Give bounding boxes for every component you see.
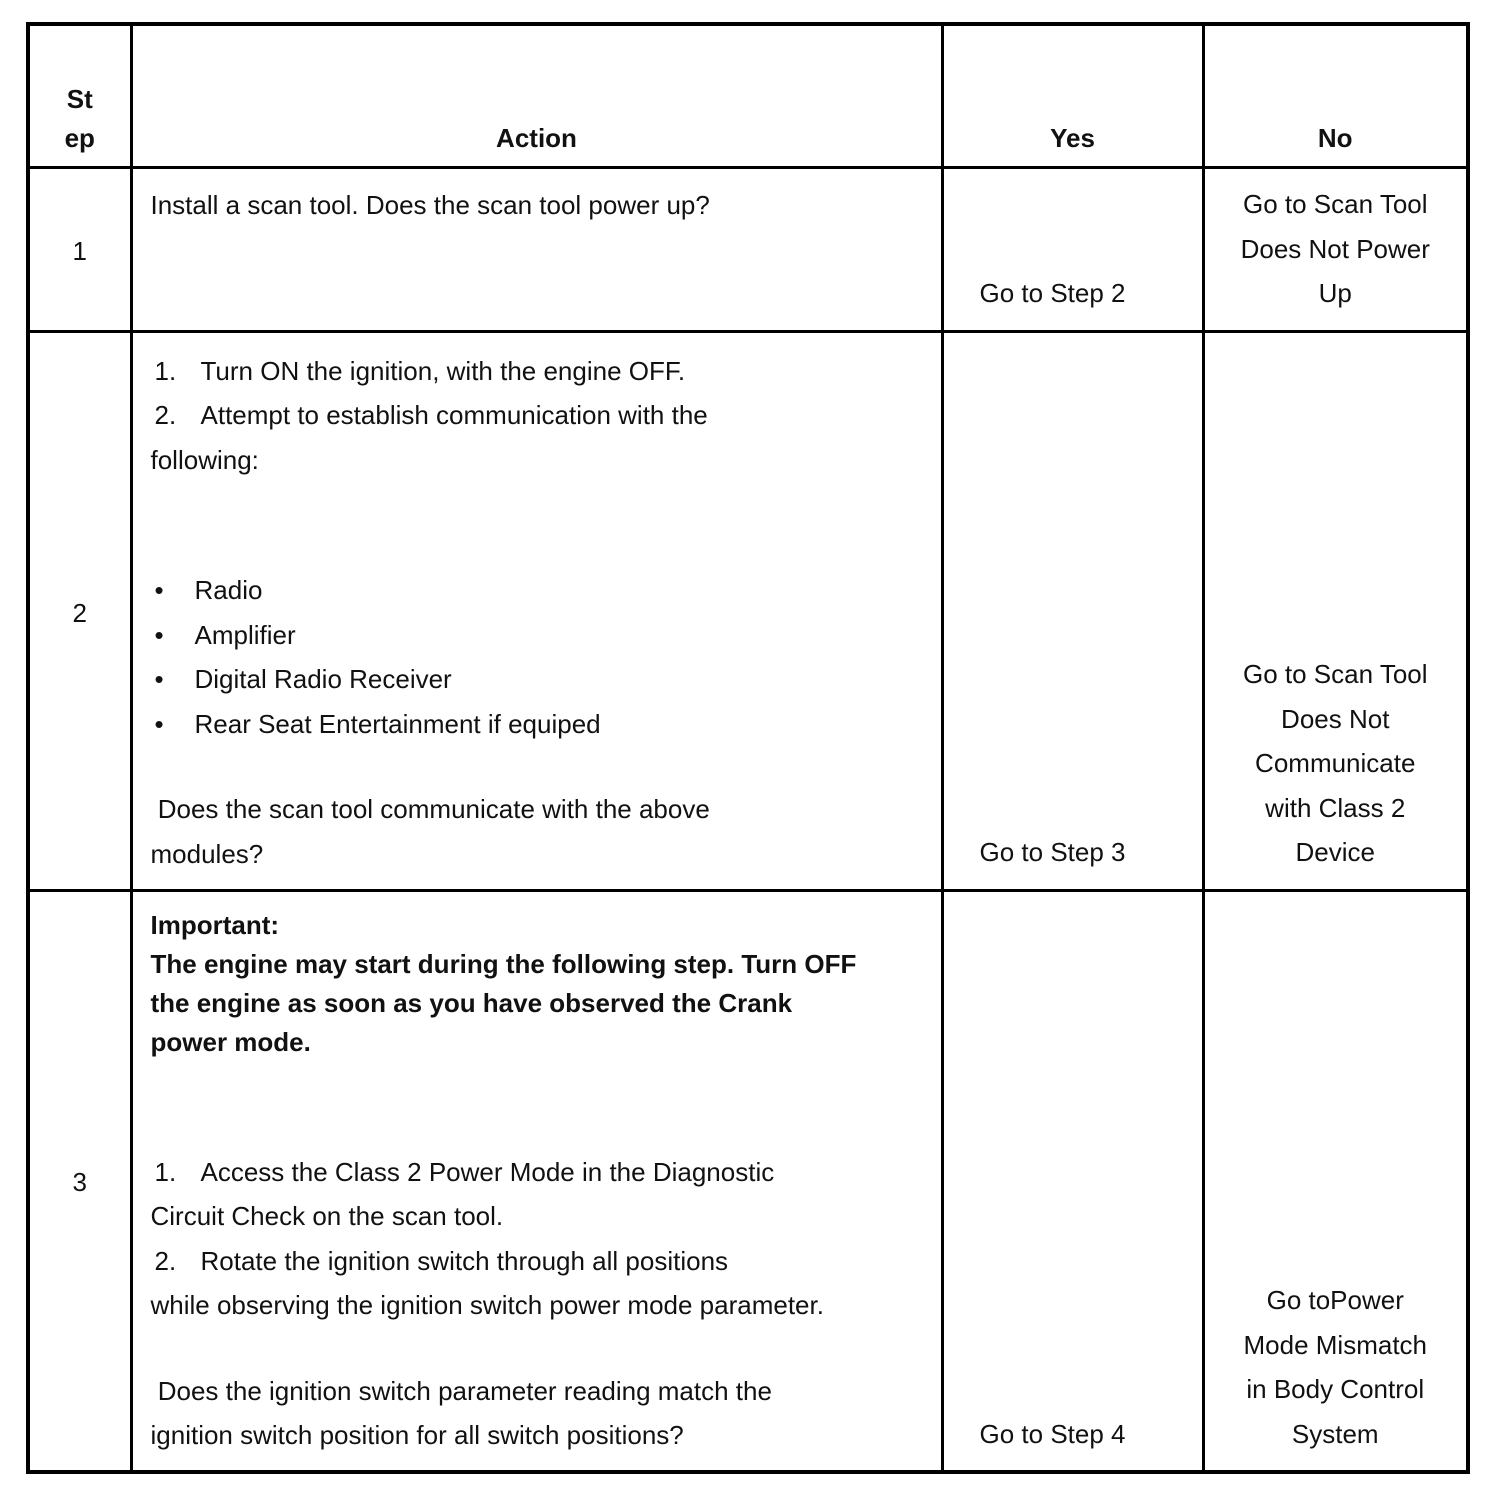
bullet-text: Digital Radio Receiver <box>194 664 452 694</box>
action-cell <box>131 331 942 890</box>
action-cell <box>131 167 942 331</box>
bullet-item <box>151 568 923 613</box>
no-line: Up <box>1318 278 1352 308</box>
bullet-text: Amplifier <box>194 619 296 650</box>
item-number: 2. <box>154 1245 177 1276</box>
yes-text: Go to Step 2 <box>979 278 1126 308</box>
yes-cell <box>942 890 1203 1472</box>
header-step <box>28 24 131 167</box>
no-line: Go to Scan Tool <box>1242 659 1428 689</box>
numbered-item <box>151 349 923 394</box>
table-row <box>28 890 1468 1472</box>
important-line: the engine as soon as you have observed the Crank <box>150 987 793 1018</box>
item-number: 2. <box>154 400 177 430</box>
table-row <box>28 167 1468 331</box>
no-cell <box>1203 331 1468 890</box>
bullet-icon: • <box>154 575 164 605</box>
bullet-icon: • <box>154 619 164 650</box>
question-line: Does the scan tool communicate with the above <box>150 794 710 824</box>
numbered-item <box>151 1239 923 1284</box>
important-label: Important: <box>150 909 280 940</box>
continuation-text: Circuit Check on the scan tool. <box>150 1201 504 1231</box>
no-line: Communicate <box>1255 748 1416 778</box>
no-cell <box>1203 890 1468 1472</box>
table-row <box>28 331 1468 890</box>
continuation-text: following: <box>150 444 259 475</box>
item-text: Access the Class 2 Power Mode in the Diagnostic <box>200 1156 775 1187</box>
header-step-line1: St <box>66 83 93 114</box>
item-number: 1. <box>154 355 177 386</box>
item-text: Rotate the ignition switch through all positions <box>200 1245 729 1276</box>
numbered-item <box>151 1150 923 1195</box>
step-number: 2 <box>72 597 87 628</box>
header-yes-label: Yes <box>1050 122 1095 153</box>
no-line: Does Not Power <box>1240 233 1430 264</box>
header-step-line2: ep <box>64 122 95 153</box>
header-no-label: No <box>1317 122 1353 153</box>
step-number: 1 <box>72 235 87 266</box>
item-text: Turn ON the ignition, with the engine OFF. <box>200 355 686 386</box>
bullet-item <box>151 613 923 658</box>
bullet-item <box>151 657 923 702</box>
no-line: Does Not <box>1281 703 1390 734</box>
step-number: 3 <box>72 1166 87 1197</box>
yes-cell <box>942 331 1203 890</box>
step-cell <box>28 890 131 1472</box>
diagnostic-table <box>26 22 1470 1474</box>
no-line: Go to Scan Tool <box>1242 189 1428 219</box>
question-line: modules? <box>150 838 264 869</box>
header-action <box>131 24 942 167</box>
item-text: Attempt to establish communication with the <box>200 400 708 430</box>
bullet-text: Radio <box>194 575 263 605</box>
no-cell <box>1203 167 1468 331</box>
header-action-label: Action <box>496 122 577 153</box>
bullet-item <box>151 702 923 747</box>
question-line: Does the ignition switch parameter reading match the <box>150 1375 772 1406</box>
question-line: ignition switch position for all switch positions? <box>150 1420 684 1450</box>
no-line: Go toPower <box>1266 1285 1404 1315</box>
bullet-icon: • <box>154 664 164 694</box>
action-text: Install a scan tool. Does the scan tool power up? <box>150 189 710 220</box>
continuation-text: while observing the ignition switch power mode parameter. <box>150 1290 824 1320</box>
important-line: The engine may start during the following step. Turn OFF <box>150 948 857 979</box>
yes-text: Go to Step 3 <box>979 837 1126 867</box>
header-yes <box>942 24 1203 167</box>
step-cell <box>28 167 131 331</box>
yes-cell <box>942 167 1203 331</box>
bullet-icon: • <box>154 708 164 739</box>
bullet-text: Rear Seat Entertainment if equiped <box>194 708 601 739</box>
no-line: in Body Control <box>1246 1374 1425 1404</box>
header-row <box>28 24 1468 167</box>
item-number: 1. <box>154 1156 177 1187</box>
yes-text: Go to Step 4 <box>979 1418 1126 1449</box>
step-cell <box>28 331 131 890</box>
important-line: power mode. <box>150 1026 311 1057</box>
action-cell <box>131 890 942 1472</box>
no-line: with Class 2 <box>1265 792 1406 823</box>
no-line: Device <box>1295 837 1375 867</box>
header-no <box>1203 24 1468 167</box>
numbered-item <box>151 393 923 438</box>
no-line: Mode Mismatch <box>1243 1329 1427 1360</box>
no-line: System <box>1291 1418 1379 1449</box>
